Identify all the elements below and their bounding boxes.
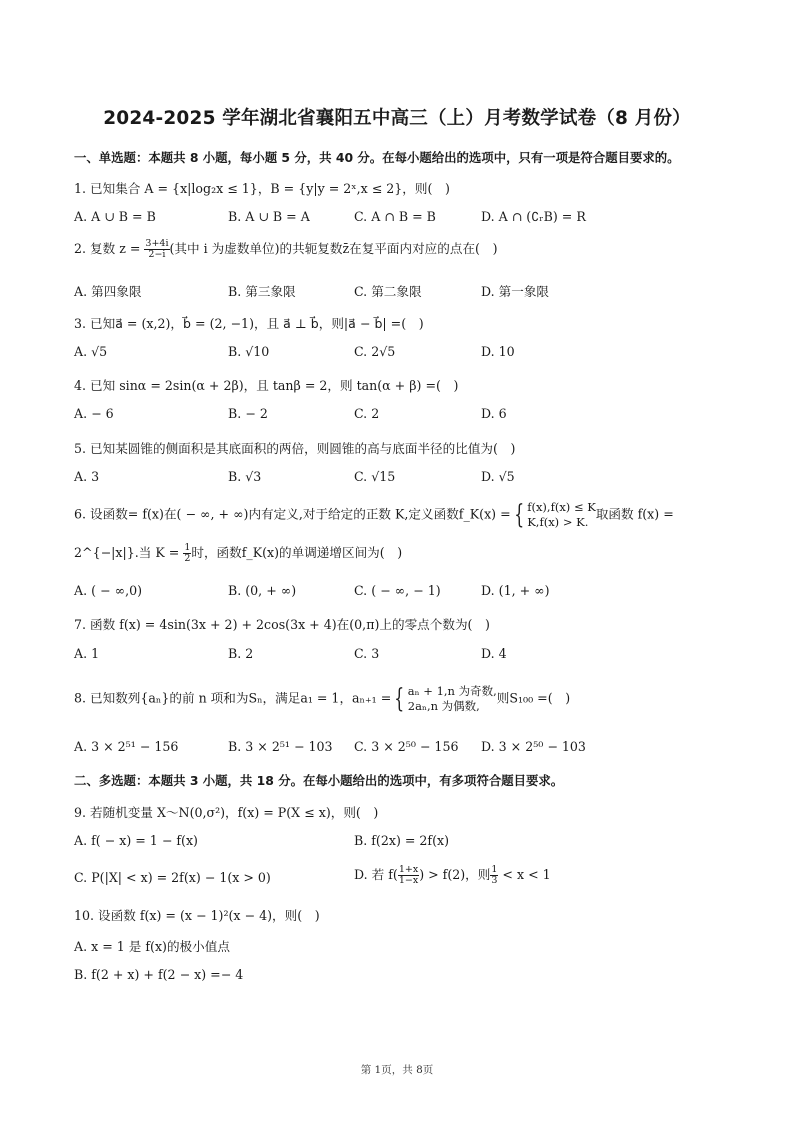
question-4-option-a: A. − 6 — [74, 406, 114, 421]
question-6-line2-suffix: 时，函数f_K(x)的单调递增区间为( ) — [191, 545, 403, 560]
question-4-option-c: C. 2 — [354, 406, 380, 421]
question-5-stem: 5. 已知某圆锥的侧面积是其底面积的两倍，则圆锥的高与底面半径的比值为( ) — [74, 441, 516, 456]
question-1-option-a: A. A ∪ B = B — [74, 209, 156, 224]
question-4-option-d: D. 6 — [481, 406, 507, 421]
question-6-cases — [527, 500, 596, 530]
question-6-option-b: B. (0, + ∞) — [228, 583, 297, 598]
question-1-option-d: D. A ∩ (∁ᵣB) = R — [481, 209, 586, 224]
question-9-option-c: C. P(|X| < x) = 2f(x) − 1(x > 0) — [74, 870, 271, 885]
question-8-cases — [408, 684, 497, 714]
question-2-option-a: A. 第四象限 — [74, 284, 142, 299]
question-4-option-b: B. − 2 — [228, 406, 268, 421]
question-9-stem: 9. 若随机变量 X～N(0,σ²)，f(x) = P(X ≤ x)，则( ) — [74, 805, 379, 820]
question-9-optd-frac2-denominator: 3 — [491, 875, 498, 886]
question-8-option-a: A. 3 × 2⁵¹ − 156 — [74, 739, 179, 754]
question-6-case-1: f(x),f(x) ≤ K — [527, 500, 596, 514]
question-2-option-b: B. 第三象限 — [228, 284, 296, 299]
question-8-option-b: B. 3 × 2⁵¹ − 103 — [228, 739, 333, 754]
question-2-option-c: C. 第二象限 — [354, 284, 422, 299]
section-single-choice-header: 一、单选题：本题共 8 小题，每小题 5 分，共 40 分。在每小题给出的选项中，只有一项是符合题目要求的。 — [74, 150, 680, 165]
question-4-stem: 4. 已知 sinα = 2sin(α + 2β)，且 tanβ = 2，则 tan(α + β) =( ) — [74, 378, 459, 393]
question-3-option-b: B. √10 — [228, 344, 270, 359]
question-9-option-b: B. f(2x) = 2f(x) — [354, 833, 450, 848]
question-2-frac-numerator: 3+4i — [145, 238, 169, 249]
question-10-statement-b: B. f(2 + x) + f(2 − x) =− 4 — [74, 967, 244, 982]
question-9-optd-suffix: < x < 1 — [498, 867, 551, 882]
question-9-option-a: A. f( − x) = 1 − f(x) — [74, 833, 198, 848]
question-9-optd-frac2-numerator: 1 — [491, 864, 498, 875]
question-8-case-1: aₙ + 1,n 为奇数, — [407, 684, 497, 698]
question-9-optd-frac-numerator: 1+x — [398, 864, 419, 875]
question-6-after: 取函数 f(x) = — [595, 506, 674, 522]
question-9-option-d — [354, 864, 551, 886]
question-9-optd-fraction — [398, 865, 419, 886]
question-8-case-2: 2aₙ,n 为偶数, — [407, 699, 480, 713]
question-2-suffix: (其中 i 为虚数单位)的共轭复数z̄在复平面内对应的点在( ) — [169, 241, 498, 256]
question-5-option-b: B. √3 — [228, 469, 262, 484]
question-1-option-c: C. A ∩ B = B — [354, 209, 436, 224]
question-2-frac-denominator: 2−i — [148, 249, 166, 260]
question-6-option-a: A. ( − ∞,0) — [74, 583, 142, 598]
question-6-line-2 — [74, 542, 402, 564]
page-footer: 第 1页，共 8页 — [360, 1064, 434, 1076]
section-multi-choice-header: 二、多选题：本题共 3 小题，共 18 分。在每小题给出的选项中，有多项符合题目要求。 — [74, 773, 564, 788]
question-6-line2-prefix: 2^{−|x|}.当 K = — [74, 545, 184, 560]
question-3-stem: 3. 已知a⃗ = (x,2)，b⃗ = (2, −1)，且 a⃗ ⊥ b⃗，则|a⃗ − b⃗| =( ) — [74, 316, 424, 331]
question-6-case-2: K,f(x) > K. — [527, 515, 589, 529]
question-8-option-c: C. 3 × 2⁵⁰ − 156 — [354, 739, 459, 754]
question-8-suffix: 则S₁₀₀ =( ) — [496, 690, 571, 706]
question-6-option-c: C. ( − ∞, − 1) — [354, 583, 441, 598]
question-5-option-d: D. √5 — [481, 469, 515, 484]
question-6-frac-numerator: 1 — [184, 542, 191, 553]
question-8-brace: { — [394, 684, 405, 714]
question-3-option-c: C. 2√5 — [354, 344, 396, 359]
question-2-stem — [74, 238, 497, 260]
question-2-fraction — [144, 239, 169, 260]
question-6-stem — [74, 500, 674, 530]
question-5-option-c: C. √15 — [354, 469, 396, 484]
question-7-option-d: D. 4 — [481, 646, 507, 661]
question-2-option-d: D. 第一象限 — [481, 284, 550, 299]
page-title: 2024-2025 学年湖北省襄阳五中高三（上）月考数学试卷（8 月份） — [103, 108, 691, 129]
question-7-stem: 7. 函数 f(x) = 4sin(3x + 2) + 2cos(3x + 4)在(0,π)上的零点个数为( ) — [74, 617, 490, 632]
question-6-prefix: 6. 设函数= f(x)在( − ∞, + ∞)内有定义,对于给定的正数 K,定义函数f_K(x) = — [74, 506, 511, 522]
question-10-statement-a: A. x = 1 是 f(x)的极小值点 — [74, 939, 230, 954]
question-7-option-b: B. 2 — [228, 646, 254, 661]
question-3-option-d: D. 10 — [481, 344, 515, 359]
question-8-stem — [74, 684, 570, 714]
question-7-option-c: C. 3 — [354, 646, 380, 661]
question-6-brace: { — [513, 500, 524, 530]
question-8-prefix: 8. 已知数列{aₙ}的前 n 项和为Sₙ，满足a₁ = 1，aₙ₊₁ = — [74, 690, 392, 706]
question-10-stem: 10. 设函数 f(x) = (x − 1)²(x − 4)，则( ) — [74, 908, 320, 923]
question-8-option-d: D. 3 × 2⁵⁰ − 103 — [481, 739, 586, 754]
question-2-prefix: 2. 复数 z = — [74, 241, 145, 256]
question-9-optd-prefix: D. 若 f( — [354, 867, 398, 882]
question-6-frac-denominator: 2 — [184, 553, 191, 564]
question-3-option-a: A. √5 — [74, 344, 108, 359]
question-9-optd-mid: ) > f(2)，则 — [419, 867, 491, 882]
question-6-option-d: D. (1, + ∞) — [481, 583, 550, 598]
question-1-stem: 1. 已知集合 A = {x|log₂x ≤ 1}，B = {y|y = 2ˣ,x ≤ 2}，则( ) — [74, 181, 450, 196]
question-5-option-a: A. 3 — [74, 469, 100, 484]
question-1-option-b: B. A ∪ B = A — [228, 209, 310, 224]
question-9-optd-frac-denominator: 1−x — [398, 875, 419, 886]
question-7-option-a: A. 1 — [74, 646, 100, 661]
